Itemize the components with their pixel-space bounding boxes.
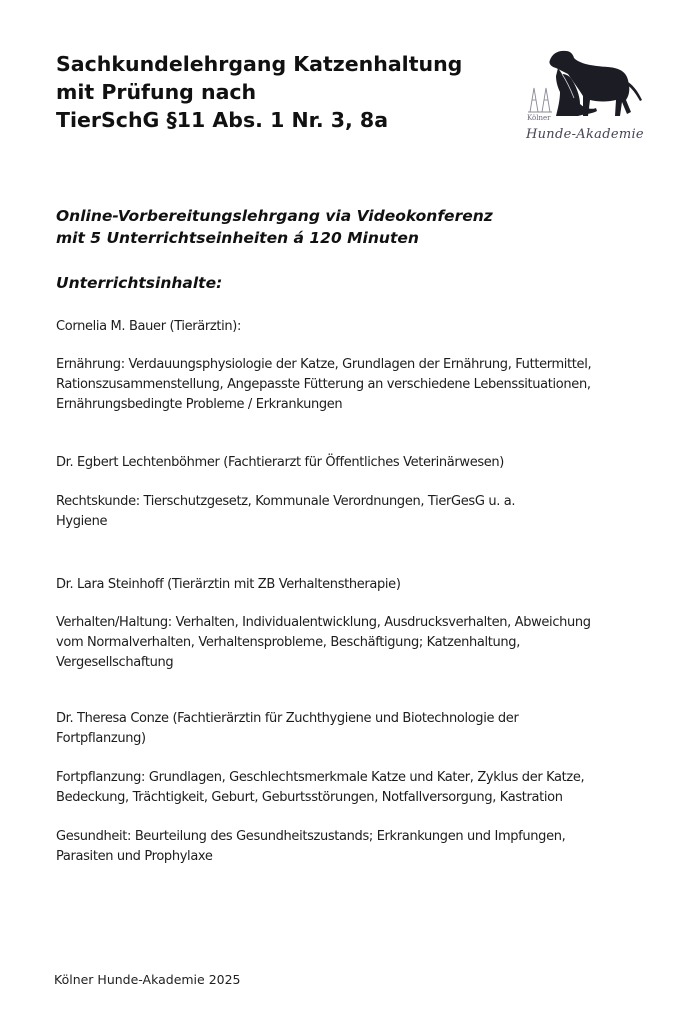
academy-logo xyxy=(500,30,660,155)
text-line: Dr. Lara Steinhoff (Tierärztin mit ZB Verhaltenstherapie) xyxy=(56,577,401,592)
subtitle-line: mit 5 Unterrichtseinheiten á 120 Minuten xyxy=(56,229,419,247)
title-line: Sachkundelehrgang Katzenhaltung xyxy=(56,52,463,76)
title-line: TierSchG §11 Abs. 1 Nr. 3, 8a xyxy=(56,108,389,132)
text-line: Verhalten/Haltung: Verhalten, Individualentwicklung, Ausdrucksverhalten, Abweichung xyxy=(56,615,591,630)
text-line: Rationszusammenstellung, Angepasste Fütterung an verschiedene Lebenssituationen, xyxy=(56,377,591,392)
text-line: Fortpflanzung) xyxy=(56,731,146,746)
text-line: Hygiene xyxy=(56,514,108,529)
topic-paragraph xyxy=(56,827,565,867)
logo-small-text: Kölner xyxy=(527,114,551,122)
text-line: vom Normalverhalten, Verhaltensprobleme, Beschäftigung; Katzenhaltung, xyxy=(56,635,520,650)
text-line: Dr. Egbert Lechtenböhmer (Fachtierarzt für Öffentliches Veterinärwesen) xyxy=(56,455,505,470)
topic-paragraph xyxy=(56,355,591,415)
footer-text: Kölner Hunde-Akademie 2025 xyxy=(54,972,241,987)
topic-paragraph xyxy=(56,613,591,673)
topic-paragraph xyxy=(56,492,515,532)
text-line: Vergesellschaftung xyxy=(56,655,174,670)
logo-script-text: Hunde-Akademie xyxy=(526,127,644,142)
text-line: Parasiten und Prophylaxe xyxy=(56,849,213,864)
text-line: Ernährungsbedingte Probleme / Erkrankungen xyxy=(56,397,343,412)
topic-paragraph xyxy=(56,768,584,808)
section-heading: Unterrichtsinhalte: xyxy=(56,274,223,292)
text-line: Rechtskunde: Tierschutzgesetz, Kommunale Verordnungen, TierGesG u. a. xyxy=(56,494,516,509)
text-line: Fortpflanzung: Grundlagen, Geschlechtsmerkmale Katze und Kater, Zyklus der Katze, xyxy=(56,770,585,785)
text-line: Cornelia M. Bauer (Tierärztin): xyxy=(56,319,242,334)
course-subtitle xyxy=(56,205,493,249)
instructor-name xyxy=(56,709,518,749)
text-line: Ernährung: Verdauungsphysiologie der Katze, Grundlagen der Ernährung, Futtermittel, xyxy=(56,357,592,372)
instructor-name xyxy=(56,317,241,337)
subtitle-line: Online-Vorbereitungslehrgang via Videokonferenz xyxy=(56,207,493,225)
title-line: mit Prüfung nach xyxy=(56,80,257,104)
text-line: Bedeckung, Trächtigkeit, Geburt, Geburtsstörungen, Notfallversorgung, Kastration xyxy=(56,790,563,805)
instructor-name xyxy=(56,453,504,473)
text-line: Gesundheit: Beurteilung des Gesundheitszustands; Erkrankungen und Impfungen, xyxy=(56,829,566,844)
document-title xyxy=(56,50,476,134)
instructor-name xyxy=(56,575,401,595)
text-line: Dr. Theresa Conze (Fachtierärztin für Zuchthygiene und Biotechnologie der xyxy=(56,711,519,726)
